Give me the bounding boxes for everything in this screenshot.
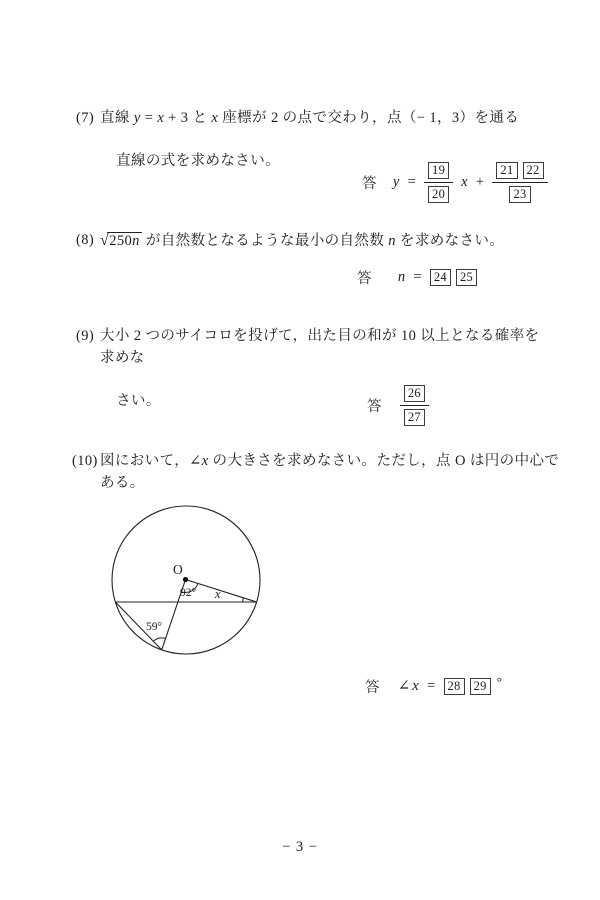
problem-9-line2: さい。 <box>116 392 161 409</box>
answer-label: 答 <box>365 680 380 696</box>
problem-7-number: (7) <box>76 110 95 126</box>
problem-7-seg1: 直線 <box>100 110 134 126</box>
answer-fraction-slope <box>424 162 453 203</box>
degree-sign: ° <box>496 673 503 689</box>
problem-10 <box>72 451 570 494</box>
problem-9-number: (9) <box>76 328 95 344</box>
answer-box-23: 23 <box>509 186 530 203</box>
line-center-to-right-point <box>186 580 257 603</box>
answer-box-25: 25 <box>456 269 477 286</box>
equals-sign: = <box>427 678 436 694</box>
page-number: − 3 − <box>282 839 318 855</box>
var-x: x <box>211 110 219 126</box>
problem-10-seg2: の大きさを求めなさい。ただし，点 O は円の中心である。 <box>100 453 560 491</box>
angle-sign: ∠ <box>397 678 411 694</box>
problem-9-text <box>100 326 540 412</box>
equals-sign: = <box>407 174 417 190</box>
circle-diagram <box>100 496 280 671</box>
var-n: n <box>397 269 406 285</box>
answer-boxes <box>444 678 491 695</box>
var-x: x <box>157 110 165 126</box>
var-n: n <box>388 233 396 249</box>
var-x: x <box>412 678 420 694</box>
problem-7-seg2: = <box>140 110 158 126</box>
problem-9 <box>76 326 540 412</box>
var-y: y <box>133 110 141 126</box>
problem-8-seg2: を求めなさい。 <box>395 233 505 249</box>
answer-boxes <box>430 269 477 286</box>
problem-8-text <box>100 230 540 253</box>
center-label: O <box>173 562 183 577</box>
answer-9 <box>367 385 429 426</box>
problem-7-seg3: + 3 と <box>164 110 212 126</box>
plus-sign: + <box>475 174 485 190</box>
radical-sign: √ <box>100 232 110 249</box>
var-x: x <box>201 453 209 469</box>
angle-x-label: x <box>215 587 221 601</box>
answer-box-19: 19 <box>428 162 449 179</box>
problem-8-number: (8) <box>76 232 95 248</box>
equals-sign: = <box>413 269 422 285</box>
answer-box-28: 28 <box>444 678 465 695</box>
angle-sign: ∠ <box>189 453 202 469</box>
problem-10-seg1: 図において， <box>100 453 190 469</box>
answer-box-22: 22 <box>523 162 544 179</box>
angle-arc-x <box>243 598 244 602</box>
angle-arc-59 <box>153 638 165 641</box>
center-dot <box>183 577 188 582</box>
answer-box-21: 21 <box>496 162 517 179</box>
inscribed-angle-label: 59° <box>146 621 163 633</box>
answer-box-24: 24 <box>430 269 451 286</box>
central-angle-label: 92° <box>180 587 197 599</box>
answer-10 <box>365 673 504 697</box>
answer-7 <box>362 162 548 203</box>
var-x: x <box>461 174 468 190</box>
answer-label: 答 <box>357 271 372 287</box>
answer-box-20: 20 <box>428 186 449 203</box>
problem-8-seg1: が自然数となるような最小の自然数 <box>141 233 389 249</box>
answer-box-26: 26 <box>404 385 425 402</box>
radicand <box>107 232 142 249</box>
answer-label: 答 <box>367 399 382 415</box>
answer-box-27: 27 <box>404 409 425 426</box>
answer-label: 答 <box>362 176 377 192</box>
problem-9-line1: 大小 2 つのサイコロを投げて，出た目の和が 10 以上となる確率を求めな <box>100 328 540 366</box>
problem-7-line2: 直線の式を求めなさい。 <box>116 153 281 169</box>
answer-8 <box>357 267 477 288</box>
problem-10-number: (10) <box>72 453 98 469</box>
answer-fraction-probability <box>400 385 429 426</box>
radicand-number: 250 <box>109 233 133 249</box>
answer-fraction-intercept <box>492 162 547 203</box>
problem-7-seg4: 座標が 2 の点で交わり，点（− 1，3）を通る <box>218 110 520 126</box>
var-n: n <box>132 233 140 249</box>
sqrt-expression <box>100 230 142 253</box>
problem-10-text <box>100 451 570 494</box>
var-y: y <box>392 174 400 190</box>
problem-8 <box>76 230 540 253</box>
answer-box-29: 29 <box>470 678 491 695</box>
